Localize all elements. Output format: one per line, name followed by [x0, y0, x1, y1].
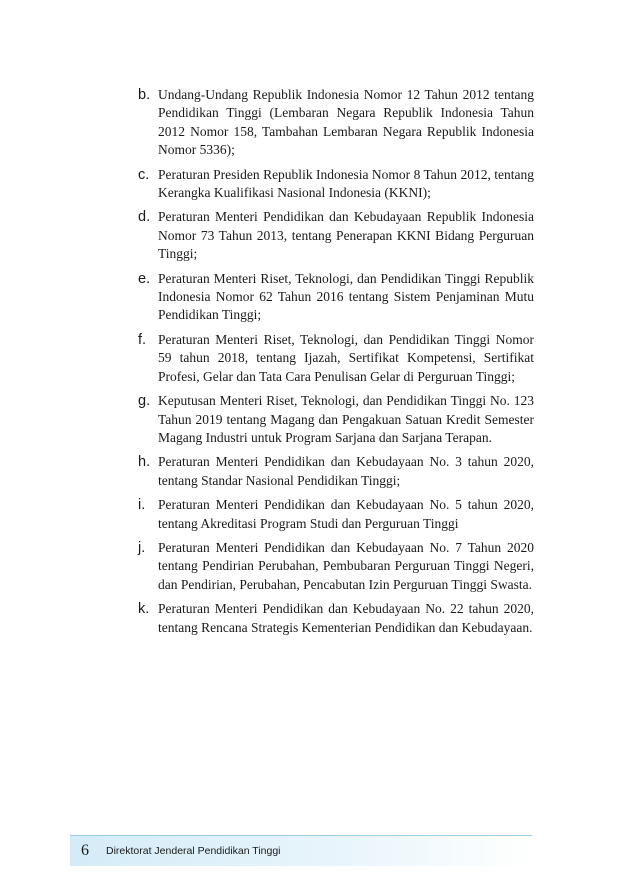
list-item-text: Peraturan Menteri Riset, Teknologi, dan Pendidikan Tinggi Nomor 59 tahun 2018, tentang Ijazah, Sertifikat Kompetensi, Sertifikat Profesi, Gelar dan Tata Cara Penulisan Gelar di Perguruan Tinggi; [158, 331, 534, 384]
regulation-list [138, 86, 534, 643]
list-marker: j. [138, 539, 146, 556]
list-item-text: Peraturan Menteri Pendidikan dan Kebudayaan No. 5 tahun 2020, tentang Akreditasi Program Studi dan Perguruan Tinggi [158, 497, 534, 531]
list-item-text: Peraturan Menteri Pendidikan dan Kebudayaan No. 22 tahun 2020, tentang Rencana Strategis Kementerian Pendidikan dan Kebudayaan. [158, 601, 534, 635]
list-marker: e. [138, 270, 151, 287]
list-item [138, 270, 534, 325]
list-marker: h. [138, 454, 151, 471]
list-marker: g. [138, 393, 151, 410]
list-marker: c. [138, 166, 150, 183]
list-item-text: Undang-Undang Republik Indonesia Nomor 12 Tahun 2012 tentang Pendidikan Tinggi (Lembaran Negara Republik Indonesia Tahun 2012 Nomor 158, Tambahan Lembaran Negara Republik Indonesia Nomor 5336); [158, 87, 534, 158]
list-item [138, 208, 534, 263]
list-item [138, 166, 534, 203]
list-item-text: Peraturan Presiden Republik Indonesia Nomor 8 Tahun 2012, tentang Kerangka Kualifikasi Nasional Indonesia (KKNI); [158, 166, 534, 201]
list-marker: d. [138, 209, 151, 226]
list-item-text: Peraturan Menteri Pendidikan dan Kebudayaan No. 7 Tahun 2020 tentang Pendirian Perubahan, Pembubaran Perguruan Tinggi Negeri, dan Pendirian, Perubahan, Pencabutan Izin Perguruan Tinggi Swasta. [158, 539, 534, 592]
list-item [138, 453, 534, 490]
list-item [138, 331, 534, 386]
list-item-text: Peraturan Menteri Riset, Teknologi, dan Pendidikan Tinggi Republik Indonesia Nomor 62 Tahun 2016 tentang Sistem Penjaminan Mutu Pendidikan Tinggi; [158, 270, 534, 323]
page-footer [70, 835, 532, 866]
list-marker: b. [138, 87, 151, 103]
list-item [138, 392, 534, 447]
page-number: 6 [81, 842, 89, 859]
list-marker: f. [138, 331, 147, 348]
list-item [138, 539, 534, 594]
list-marker: i. [138, 497, 146, 514]
list-item [138, 86, 534, 160]
list-item-text: Keputusan Menteri Riset, Teknologi, dan Pendidikan Tinggi No. 123 Tahun 2019 tentang Magang dan Pengakuan Satuan Kredit Semester Magang Industri untuk Program Sarjana dan Sarjana Terapan. [158, 393, 534, 445]
list-item-text: Peraturan Menteri Pendidikan dan Kebudayaan No. 3 tahun 2020, tentang Standar Nasional Pendidikan Tinggi; [158, 454, 534, 488]
list-item-text: Peraturan Menteri Pendidikan dan Kebudayaan Republik Indonesia Nomor 73 Tahun 2013, tentang Penerapan KKNI Bidang Perguruan Tinggi; [158, 209, 534, 262]
list-item [138, 600, 534, 637]
list-marker: k. [138, 601, 150, 618]
footer-publisher: Direktorat Jenderal Pendidikan Tinggi [106, 845, 281, 857]
list-item [138, 496, 534, 533]
